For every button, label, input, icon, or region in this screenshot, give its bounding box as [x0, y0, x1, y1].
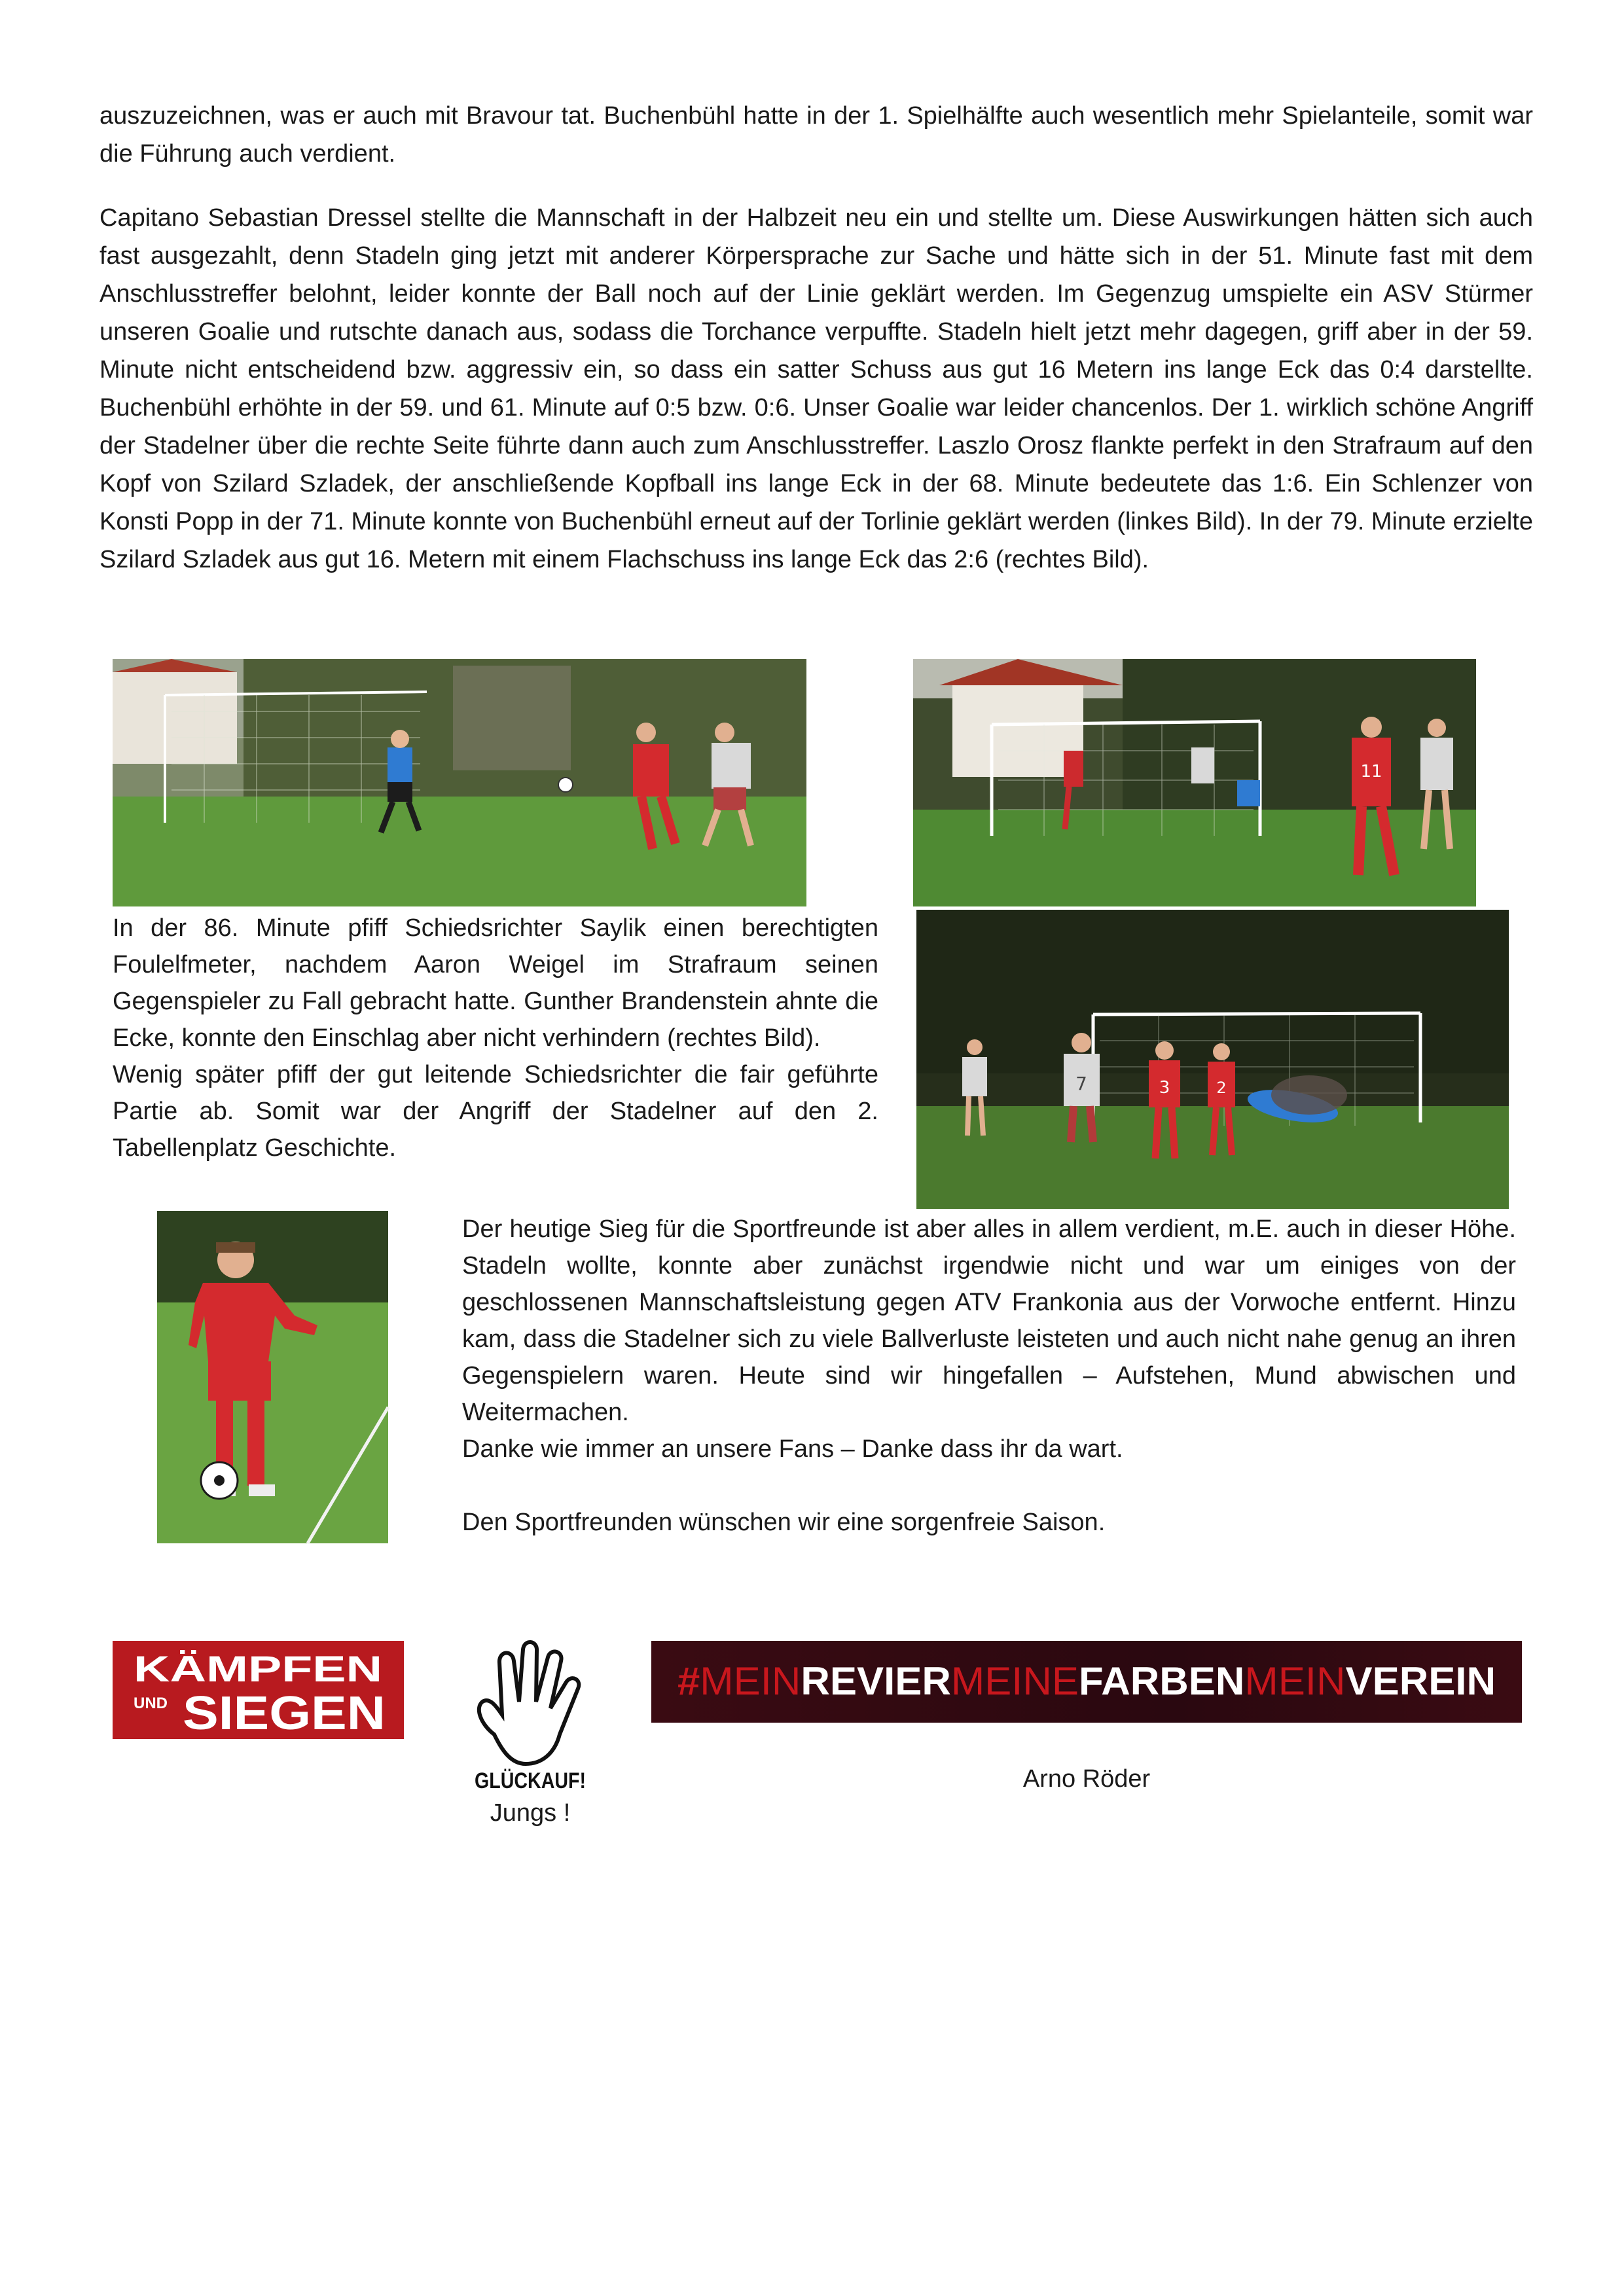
logo-line-und: UND: [134, 1695, 168, 1712]
hashtag-revier: REVIER: [801, 1659, 947, 1703]
photo-player-portrait: [157, 1211, 388, 1543]
paragraph-thanks: Danke wie immer an unsere Fans – Danke dass ihr da wart.: [462, 1435, 1123, 1463]
paragraph-final-whistle: Wenig später pfiff der gut leitende Schiedsrichter die fair geführte Partie ab. Somit war der Angriff der Stadelner auf den 2. Tabellenplatz Geschichte.: [113, 1061, 878, 1162]
paragraph-penalty: In der 86. Minute pfiff Schiedsrichter Saylik einen berechtigten Foulelfmeter, nachdem Aaron Weigel im Strafraum seinen Gegenspieler zu Fall gebracht hatte. Gunther Brandenstein ahnte die Ecke, konnte den Einschlag aber nicht verhindern (rechtes Bild).: [113, 914, 878, 1052]
hashtag-banner: [651, 1641, 1522, 1723]
photo-flat-shot-goal: [913, 659, 1476, 906]
photo-goal-line-clearance: [113, 659, 806, 906]
photo-penalty: [916, 910, 1509, 1209]
jersey-number: 7: [1075, 1073, 1087, 1094]
svg-text:#MEINREVIERMEINEFARBENMEINVERE: [677, 1659, 1496, 1703]
vulcan-hand-icon: [479, 1642, 579, 1764]
jersey-number: 11: [1360, 762, 1382, 781]
glueckauf-text: GLÜCKAUF!: [475, 1768, 586, 1793]
paragraph-intro: auszuzeichnen, was er auch mit Bravour tat. Buchenbühl hatte in der 1. Spielhälfte auch wesentlich mehr Spielanteile, somit war die Führung auch verdient.: [99, 102, 1533, 168]
paragraph-spacer: [462, 1467, 1516, 1504]
kaempfen-und-siegen-logo: [113, 1641, 404, 1739]
hashtag-meine: MEINE: [950, 1659, 1075, 1703]
author-signature: Arno Röder: [1022, 1765, 1151, 1793]
hashtag-verein: VEREIN: [1345, 1659, 1492, 1703]
logo-line-kaempfen: KÄMPFEN: [134, 1648, 382, 1689]
paragraph-verdict: Der heutige Sieg für die Sportfreunde ist aber alles in allem verdient, m.E. auch in dieser Höhe. Stadeln wollte, konnte aber zunächst irgendwie nicht und war um einiges von der geschlossenen Mannschaftsleistung gegen ATV Frankonia aus der Vorwoche entfernt. Hinzu kam, dass die Stadelner sich zu viele Ballverluste leisteten und auch nicht nahe genug an ihren Gegenspielern waren. Heute sind wir hingefallen – Aufstehen, Mund abwischen und Weitermachen.: [462, 1215, 1516, 1426]
hashtag-farben: FARBEN: [1079, 1659, 1240, 1703]
paragraph-wishes: Den Sportfreunden wünschen wir eine sorgenfreie Saison.: [462, 1509, 1106, 1536]
logo-line-siegen: SIEGEN: [183, 1687, 386, 1740]
closing-text-block: [462, 1211, 1516, 1541]
glueckauf-logo: [468, 1636, 592, 1800]
hashtag-mein-1: MEIN: [700, 1659, 799, 1703]
hashtag-symbol: #: [677, 1659, 700, 1703]
jersey-number: 2: [1216, 1079, 1227, 1097]
penalty-text-block: [113, 910, 878, 1166]
jersey-number: 3: [1159, 1078, 1170, 1098]
paragraph-second-half: Capitano Sebastian Dressel stellte die Mannschaft in der Halbzeit neu ein und stellte um. Diese Auswirkungen hätten sich auch fast ausgezahlt, denn Stadeln ging jetzt mit anderer Körpersprache zur Sache und hätte sich in der 51. Minute fast mit dem Anschlusstreffer belohnt, leider konnte der Ball noch auf der Linie geklärt werden. Im Gegenzug umspielte ein ASV Stürmer unseren Goalie und rutschte danach aus, sodass die Torchance verpuffte. Stadeln hielt jetzt mehr dagegen, griff aber in der 59. Minute nicht entscheidend bzw. aggressiv ein, so dass ein satter Schuss aus gut 16 Metern ins lange Eck das 0:4 darstellte. Buchenbühl erhöhte in der 59. und 61. Minute auf 0:5 bzw. 0:6. Unser Goalie war leider chancenlos. Der 1. wirklich schöne Angriff der Stadelner über die rechte Seite führte dann auch zum Anschlusstreffer. Laszlo Orosz flankte perfekt in den Strafraum auf den Kopf von Szilard Szladek, der anschließende Kopfball ins lange Eck in der 68. Minute bedeutete das 1:6. Ein Schlenzer von Konsti Popp in der 71. Minute konnte von Buchenbühl erneut auf der Torlinie geklärt werden (linkes Bild). In der 79. Minute erzielte Szilard Szladek aus gut 16. Metern mit einem Flachschuss ins lange Eck das 2:6 (rechtes Bild).: [99, 204, 1533, 573]
jungs-text: Jungs !: [490, 1799, 571, 1827]
hashtag-mein-2: MEIN: [1244, 1659, 1343, 1703]
